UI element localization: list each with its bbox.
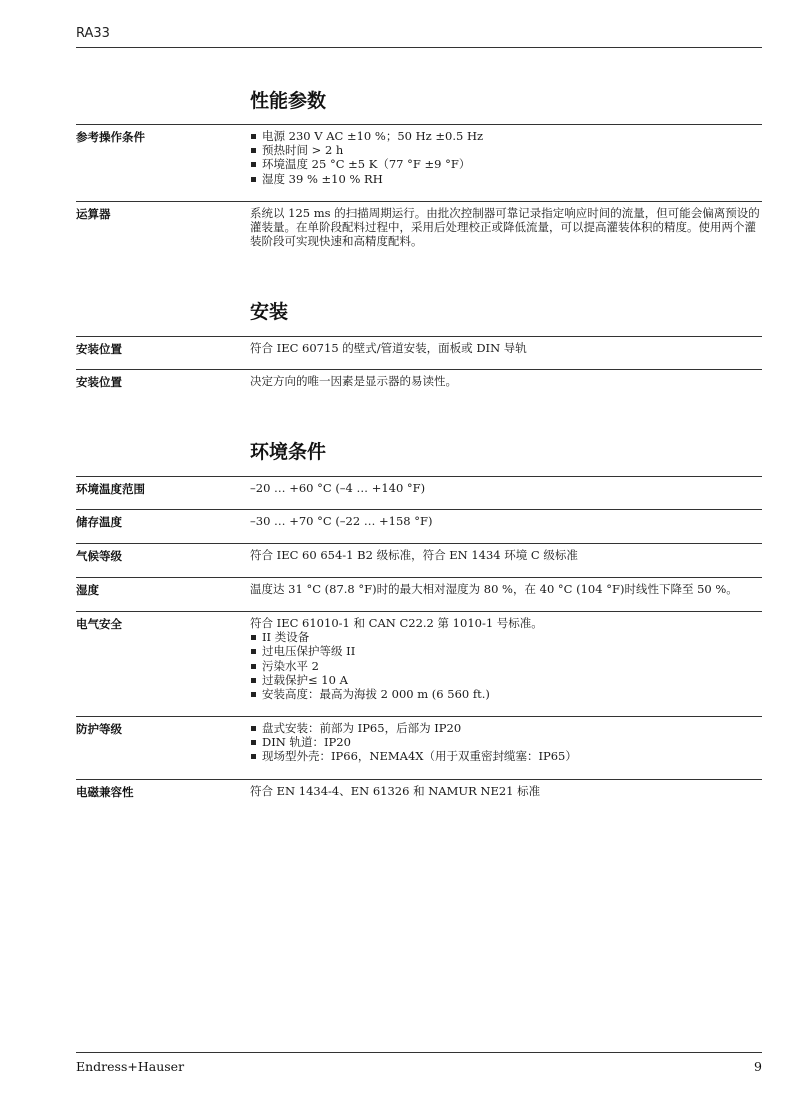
footer-brand: Endress+Hauser — [76, 1059, 185, 1074]
row-reference-conditions — [76, 124, 762, 186]
paragraph: 系统以 125 ms 的扫描周期运行。由批次控制器可靠记录指定响应时间的流量，但可能会偏离预设的灌装量。在单阶段配料过程中，采用后处理校正或降低流量，可以提高灌装体积的精度。使用两个灌装阶段可实现快速和高精度配料。 — [250, 206, 760, 249]
row-label: 气候等级 — [76, 549, 122, 563]
paragraph: –30 … +70 °C (–22 … +158 °F) — [250, 514, 433, 528]
row-value — [250, 374, 762, 388]
paragraph: 温度达 31 °C (87.8 °F)时的最大相对湿度为 80 %，在 40 °C (104 °F)时线性下降至 50 %。 — [250, 582, 738, 596]
row-label: 湿度 — [76, 583, 99, 597]
row-value — [250, 481, 762, 495]
row-label: 参考操作条件 — [76, 130, 145, 144]
section-title-performance: 性能参数 — [250, 90, 327, 112]
row-value — [250, 582, 762, 596]
paragraph: 符合 IEC 60715 的壁式/管道安装，面板或 DIN 导轨 — [250, 341, 527, 355]
row-mounting-orientation — [76, 369, 762, 389]
row-protection-class — [76, 716, 762, 764]
section-title-environment: 环境条件 — [250, 441, 327, 463]
row-climate-class — [76, 543, 762, 563]
bullet-list — [250, 721, 762, 764]
row-value — [250, 721, 762, 764]
list-item: 过载保护≤ 10 A — [250, 673, 762, 687]
row-value — [250, 129, 762, 186]
row-label: 电磁兼容性 — [76, 785, 134, 799]
row-label: 安装位置 — [76, 342, 122, 356]
row-label: 储存温度 — [76, 515, 122, 529]
bullet-list — [250, 630, 762, 701]
section-title-installation: 安装 — [250, 301, 289, 323]
list-item: 现场型外壳：IP66，NEMA4X（用于双重密封缆塞：IP65） — [250, 749, 762, 763]
list-item: 安装高度：最高为海拔 2 000 m (6 560 ft.) — [250, 687, 762, 701]
list-item: 预热时间 > 2 h — [250, 143, 762, 157]
row-value — [250, 341, 762, 355]
row-value — [250, 548, 762, 562]
row-label: 运算器 — [76, 207, 111, 221]
row-mounting-location — [76, 336, 762, 356]
row-label: 电气安全 — [76, 617, 122, 631]
list-item: 污染水平 2 — [250, 659, 762, 673]
row-humidity — [76, 577, 762, 597]
paragraph: 决定方向的唯一因素是显示器的易读性。 — [250, 374, 457, 388]
row-storage-temperature — [76, 509, 762, 529]
list-item: 湿度 39 % ±10 % RH — [250, 172, 762, 186]
list-item: 环境温度 25 °C ±5 K（77 °F ±9 °F） — [250, 157, 762, 171]
row-computer — [76, 201, 762, 249]
row-emc — [76, 779, 762, 799]
page-number: 9 — [754, 1059, 762, 1074]
row-value — [250, 514, 762, 528]
row-value — [250, 616, 762, 701]
row-label: 环境温度范围 — [76, 482, 145, 496]
row-ambient-temperature — [76, 476, 762, 496]
bullet-list — [250, 129, 762, 186]
list-item: DIN 轨道：IP20 — [250, 735, 762, 749]
row-value — [250, 784, 762, 798]
row-label: 防护等级 — [76, 722, 122, 736]
paragraph: 符合 IEC 61010-1 和 CAN C22.2 第 1010-1 号标准。 — [250, 616, 543, 630]
footer-rule — [76, 1052, 762, 1053]
list-item: 电源 230 V AC ±10 %；50 Hz ±0.5 Hz — [250, 129, 762, 143]
list-item: 盘式安装：前部为 IP65，后部为 IP20 — [250, 721, 762, 735]
paragraph: –20 … +60 °C (–4 … +140 °F) — [250, 481, 426, 495]
list-item: II 类设备 — [250, 630, 762, 644]
header-rule — [76, 47, 762, 48]
document-header: RA33 — [76, 26, 110, 41]
row-value — [250, 206, 762, 249]
row-label: 安装位置 — [76, 375, 122, 389]
list-item: 过电压保护等级 II — [250, 644, 762, 658]
paragraph: 符合 EN 1434-4、EN 61326 和 NAMUR NE21 标准 — [250, 784, 541, 798]
paragraph: 符合 IEC 60 654-1 B2 级标准，符合 EN 1434 环境 C 级标准 — [250, 548, 578, 562]
row-electrical-safety — [76, 611, 762, 702]
